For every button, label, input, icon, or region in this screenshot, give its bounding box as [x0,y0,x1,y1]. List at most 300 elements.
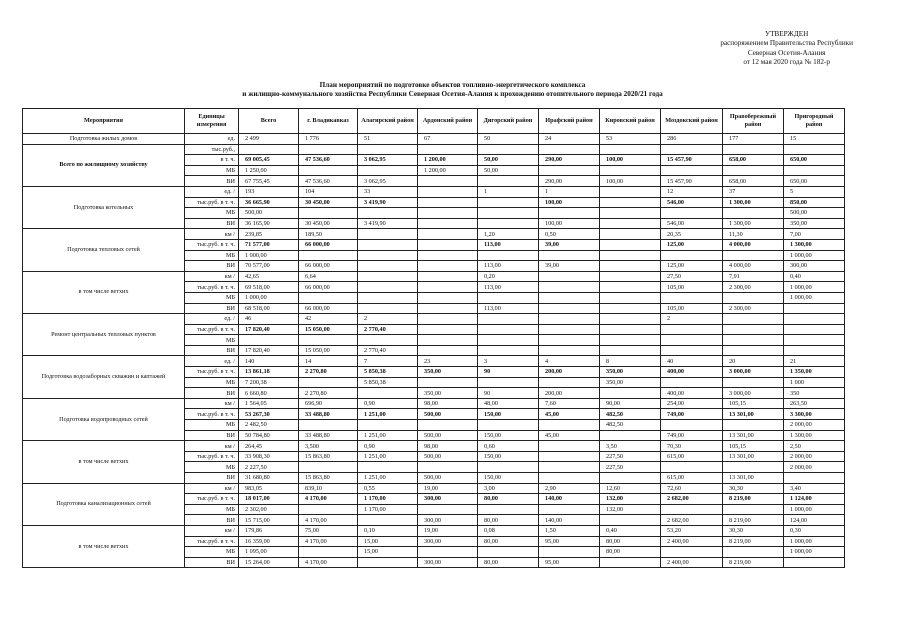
value-cell: 179,86 [239,525,299,536]
value-cell: 1 000,00 [239,250,299,261]
value-cell [539,208,600,219]
value-cell: 15 457,90 [661,176,723,187]
value-cell: 66 000,00 [299,239,358,250]
table-row [23,186,845,197]
unit-cell: ВИ [185,388,239,399]
value-cell: 500,00 [418,451,478,462]
value-cell [600,515,661,526]
col-header: г. Владикавказ [299,109,358,134]
value-cell: 1 300,00 [723,218,784,229]
value-cell: 15,00 [358,547,418,558]
value-cell: 1 170,00 [358,494,418,505]
value-cell: 80,00 [478,536,539,547]
value-cell: 5 850,38 [358,377,418,388]
value-cell [784,144,845,155]
measure-name: в том числе ветхих [23,441,185,483]
value-cell [418,176,478,187]
value-cell: 0,90 [358,398,418,409]
value-cell: 47 536,60 [299,155,358,166]
value-cell [418,504,478,515]
value-cell: 500,00 [418,430,478,441]
value-cell: 39,00 [539,261,600,272]
value-cell [478,420,539,431]
value-cell [600,314,661,325]
value-cell: 100,00 [600,155,661,166]
value-cell: 482,50 [600,420,661,431]
value-cell: 105,00 [661,282,723,293]
value-cell: 1 124,00 [784,494,845,505]
value-cell [661,324,723,335]
value-cell [299,165,358,176]
value-cell: 300,00 [418,494,478,505]
value-cell: 2 000,00 [784,420,845,431]
value-cell [418,547,478,558]
value-cell: 1 [539,186,600,197]
unit-cell: тыс.руб. в т. ч. [185,197,239,208]
value-cell: 4 170,00 [299,557,358,568]
value-cell: 70,30 [661,441,723,452]
value-cell: 15 863,80 [299,451,358,462]
value-cell [723,314,784,325]
value-cell: 0,10 [358,525,418,536]
value-cell [600,430,661,441]
value-cell [418,218,478,229]
unit-cell: ВИ [185,430,239,441]
value-cell: 42,65 [239,271,299,282]
unit-cell: в т. ч. [185,155,239,166]
value-cell: 749,00 [661,409,723,420]
value-cell: 650,00 [784,155,845,166]
value-cell: 3 000,00 [723,388,784,399]
value-cell: 200,00 [539,388,600,399]
unit-cell: МБ [185,377,239,388]
value-cell: 2 [661,314,723,325]
value-cell [723,324,784,335]
value-cell: 113,00 [478,303,539,314]
value-cell: 1 200,00 [418,165,478,176]
value-cell [358,292,418,303]
value-cell [723,504,784,515]
value-cell [418,292,478,303]
value-cell [358,208,418,219]
value-cell [358,462,418,473]
value-cell: 400,00 [661,367,723,378]
value-cell: 100,00 [539,218,600,229]
value-cell: 95,00 [539,536,600,547]
table-row [23,271,845,282]
value-cell: 150,00 [478,430,539,441]
value-cell [539,473,600,484]
value-cell [661,250,723,261]
table-row [23,483,845,494]
value-cell [478,547,539,558]
title-line-2: и жилищно-коммунального хозяйства Республики Северная Осетия-Алания к прохождению отопительного периода 2020/21 года [242,90,663,98]
value-cell: 615,00 [661,473,723,484]
value-cell: 72,60 [661,483,723,494]
value-cell: 45,00 [539,430,600,441]
value-cell: 2 682,00 [661,494,723,505]
value-cell [661,504,723,515]
value-cell: 140,00 [539,494,600,505]
value-cell: 105,15 [723,398,784,409]
value-cell: 95,00 [539,557,600,568]
value-cell: 2 227,50 [239,462,299,473]
value-cell: 19,00 [418,525,478,536]
value-cell: 53 [600,134,661,145]
value-cell: 53,20 [661,525,723,536]
value-cell: 30 450,00 [299,197,358,208]
value-cell: 0,40 [784,271,845,282]
value-cell: 80,00 [600,547,661,558]
value-cell: 105,00 [661,303,723,314]
value-cell: 3 [478,356,539,367]
value-cell [723,208,784,219]
value-cell [723,335,784,346]
value-cell: 15 [784,134,845,145]
measure-name: Всего по жилищному хозяйству [23,144,185,186]
header-row [23,109,845,134]
value-cell [661,377,723,388]
value-cell: 500,00 [418,473,478,484]
value-cell: 0,08 [478,525,539,536]
value-cell: 200,00 [539,367,600,378]
value-cell [418,324,478,335]
value-cell: 51 [358,134,418,145]
value-cell: 15 050,00 [299,345,358,356]
value-cell: 1 000,00 [784,250,845,261]
value-cell [418,282,478,293]
value-cell: 3,500 [299,441,358,452]
value-cell [299,144,358,155]
table-row [23,525,845,536]
unit-cell: ед. / [185,186,239,197]
value-cell: 90 [478,367,539,378]
value-cell [478,144,539,155]
value-cell: 30,30 [723,525,784,536]
value-cell: 2 [358,314,418,325]
value-cell [723,462,784,473]
value-cell: 11,30 [723,229,784,240]
value-cell: 7,60 [539,398,600,409]
value-cell: 8 219,00 [723,536,784,547]
value-cell: 80,00 [478,557,539,568]
value-cell [358,420,418,431]
value-cell: 8 219,00 [723,494,784,505]
value-cell: 1 776 [299,134,358,145]
value-cell: 1 000 [784,377,845,388]
value-cell: 68 518,00 [239,303,299,314]
value-cell: 4 000,00 [723,261,784,272]
value-cell: 546,00 [661,218,723,229]
value-cell: 0,90 [358,441,418,452]
value-cell: 14 [299,356,358,367]
value-cell [723,547,784,558]
value-cell: 13 301,00 [723,409,784,420]
value-cell: 1 [478,186,539,197]
value-cell [539,144,600,155]
value-cell: 1 000,00 [239,292,299,303]
value-cell: 983,05 [239,483,299,494]
unit-cell: км / [185,441,239,452]
value-cell: 42 [299,314,358,325]
value-cell [600,218,661,229]
value-cell: 12,60 [600,483,661,494]
measure-name: Подготовка канализационных сетей [23,483,185,525]
value-cell [723,144,784,155]
value-cell: 16 359,00 [239,536,299,547]
value-cell [600,303,661,314]
value-cell: 839,10 [299,483,358,494]
value-cell: 0,30 [784,525,845,536]
value-cell [418,420,478,431]
value-cell: 290,00 [539,176,600,187]
value-cell [418,186,478,197]
value-cell [539,271,600,282]
value-cell [784,303,845,314]
unit-cell: ВИ [185,345,239,356]
table-row [23,441,845,452]
value-cell [784,165,845,176]
col-header: Ирафский район [539,109,600,134]
value-cell: 15 264,00 [239,557,299,568]
value-cell [784,345,845,356]
value-cell [358,229,418,240]
value-cell: 13 301,00 [723,451,784,462]
value-cell: 113,00 [478,282,539,293]
value-cell: 105,15 [723,441,784,452]
value-cell [784,314,845,325]
measure-name: Подготовка жилых домов [23,134,185,145]
value-cell [418,303,478,314]
value-cell: 1,20 [478,229,539,240]
value-cell: 90 [478,388,539,399]
value-cell [723,420,784,431]
unit-cell: МБ [185,250,239,261]
unit-cell: МБ [185,335,239,346]
value-cell [418,377,478,388]
value-cell [299,250,358,261]
value-cell [418,345,478,356]
approval-stamp [720,30,853,68]
value-cell [478,335,539,346]
value-cell: 17 820,40 [239,345,299,356]
value-cell [600,144,661,155]
value-cell [299,335,358,346]
value-cell: 150,00 [478,451,539,462]
value-cell: 2 400,00 [661,536,723,547]
approval-line-1: УТВЕРЖДЕН [764,30,809,38]
value-cell: 350,00 [418,367,478,378]
value-cell [661,420,723,431]
value-cell: 75,00 [299,525,358,536]
table-body [23,134,845,568]
value-cell [539,335,600,346]
value-cell [478,292,539,303]
value-cell [299,462,358,473]
value-cell [539,345,600,356]
value-cell: 8 [600,356,661,367]
value-cell [600,282,661,293]
value-cell: 1 000,00 [784,536,845,547]
value-cell: 8 219,00 [723,557,784,568]
value-cell: 66 000,00 [299,282,358,293]
value-cell: 546,00 [661,197,723,208]
value-cell [478,377,539,388]
value-cell: 2 300,00 [723,282,784,293]
value-cell: 39,00 [539,239,600,250]
value-cell: 2,50 [784,441,845,452]
value-cell: 193 [239,186,299,197]
value-cell: 125,00 [661,261,723,272]
value-cell [478,250,539,261]
value-cell [418,261,478,272]
value-cell: 5 [784,186,845,197]
value-cell [478,504,539,515]
value-cell: 658,00 [723,155,784,166]
value-cell: 1 300,00 [784,430,845,441]
value-cell: 1 251,00 [358,430,418,441]
value-cell [723,292,784,303]
value-cell [478,314,539,325]
value-cell: 5 850,38 [358,367,418,378]
value-cell [723,165,784,176]
value-cell [539,292,600,303]
value-cell: 1,50 [539,525,600,536]
value-cell: 20 [723,356,784,367]
value-cell [358,144,418,155]
value-cell: 23 [418,356,478,367]
col-header: Единицы измерения [185,109,239,134]
value-cell [299,504,358,515]
value-cell [478,345,539,356]
value-cell: 400,00 [661,388,723,399]
value-cell [539,324,600,335]
value-cell: 264,45 [239,441,299,452]
value-cell [661,208,723,219]
value-cell: 12 [661,186,723,197]
value-cell: 15,00 [358,536,418,547]
value-cell [723,250,784,261]
value-cell: 1 095,00 [239,547,299,558]
table-row [23,144,845,155]
value-cell [661,462,723,473]
value-cell: 850,00 [784,197,845,208]
value-cell: 350,00 [600,377,661,388]
unit-cell: км / [185,271,239,282]
value-cell: 80,00 [478,515,539,526]
value-cell: 500,00 [239,208,299,219]
value-cell: 36 165,90 [239,218,299,229]
value-cell: 67 [418,134,478,145]
value-cell [418,314,478,325]
value-cell [358,388,418,399]
value-cell: 350,00 [418,388,478,399]
unit-cell: МБ [185,208,239,219]
unit-cell: ВИ [185,303,239,314]
value-cell [661,345,723,356]
approval-line-4: от 12 мая 2020 года № 182-р [743,58,830,67]
value-cell: 0,40 [600,525,661,536]
value-cell [661,292,723,303]
value-cell: 7,91 [723,271,784,282]
title-line-1: План мероприятий по подготовке объектов топливно-энергетического комплекса [319,81,586,89]
unit-cell: ВИ [185,176,239,187]
value-cell [418,208,478,219]
value-cell: 1 251,00 [358,473,418,484]
value-cell: 27,50 [661,271,723,282]
value-cell: 300,00 [784,261,845,272]
value-cell: 2 000,00 [784,462,845,473]
value-cell: 67 755,45 [239,176,299,187]
value-cell [418,239,478,250]
value-cell: 3 419,90 [358,197,418,208]
value-cell: 132,00 [600,504,661,515]
value-cell: 30,30 [723,483,784,494]
value-cell [600,261,661,272]
value-cell: 227,50 [600,451,661,462]
value-cell [239,335,299,346]
value-cell [299,377,358,388]
unit-cell: ВИ [185,261,239,272]
value-cell [784,324,845,335]
value-cell: 113,00 [478,239,539,250]
unit-cell: тыс.руб. в т. ч. [185,367,239,378]
col-header: Дигорский район [478,109,539,134]
value-cell: 1 251,00 [358,409,418,420]
value-cell: 500,00 [418,409,478,420]
table-row [23,356,845,367]
measure-name: Подготовка котельных [23,186,185,228]
value-cell [661,547,723,558]
value-cell: 80,00 [600,536,661,547]
col-header: Ардонский район [418,109,478,134]
value-cell: 2 270,80 [299,367,358,378]
value-cell: 50,00 [478,155,539,166]
value-cell [600,271,661,282]
value-cell: 189,50 [299,229,358,240]
value-cell: 6,64 [299,271,358,282]
value-cell [723,377,784,388]
value-cell: 4 [539,356,600,367]
value-cell: 2 482,50 [239,420,299,431]
value-cell: 17 820,40 [239,324,299,335]
value-cell: 1 170,00 [358,504,418,515]
unit-cell: тыс.руб., [185,144,239,155]
value-cell: 1 000,00 [784,504,845,515]
value-cell: 696,90 [299,398,358,409]
value-cell [600,324,661,335]
value-cell [358,303,418,314]
value-cell: 100,00 [539,197,600,208]
value-cell: 1 300,00 [784,239,845,250]
value-cell [539,165,600,176]
value-cell [539,451,600,462]
value-cell [600,345,661,356]
value-cell [600,229,661,240]
unit-cell: ед. / [185,356,239,367]
value-cell: 46 [239,314,299,325]
value-cell: 1 564,05 [239,398,299,409]
value-cell: 7 200,38 [239,377,299,388]
value-cell: 18 017,00 [239,494,299,505]
value-cell: 1 000,00 [784,292,845,303]
value-cell: 3,40 [784,483,845,494]
value-cell: 286 [661,134,723,145]
value-cell [600,292,661,303]
value-cell [418,250,478,261]
value-cell [358,250,418,261]
value-cell: 2 270,80 [299,388,358,399]
